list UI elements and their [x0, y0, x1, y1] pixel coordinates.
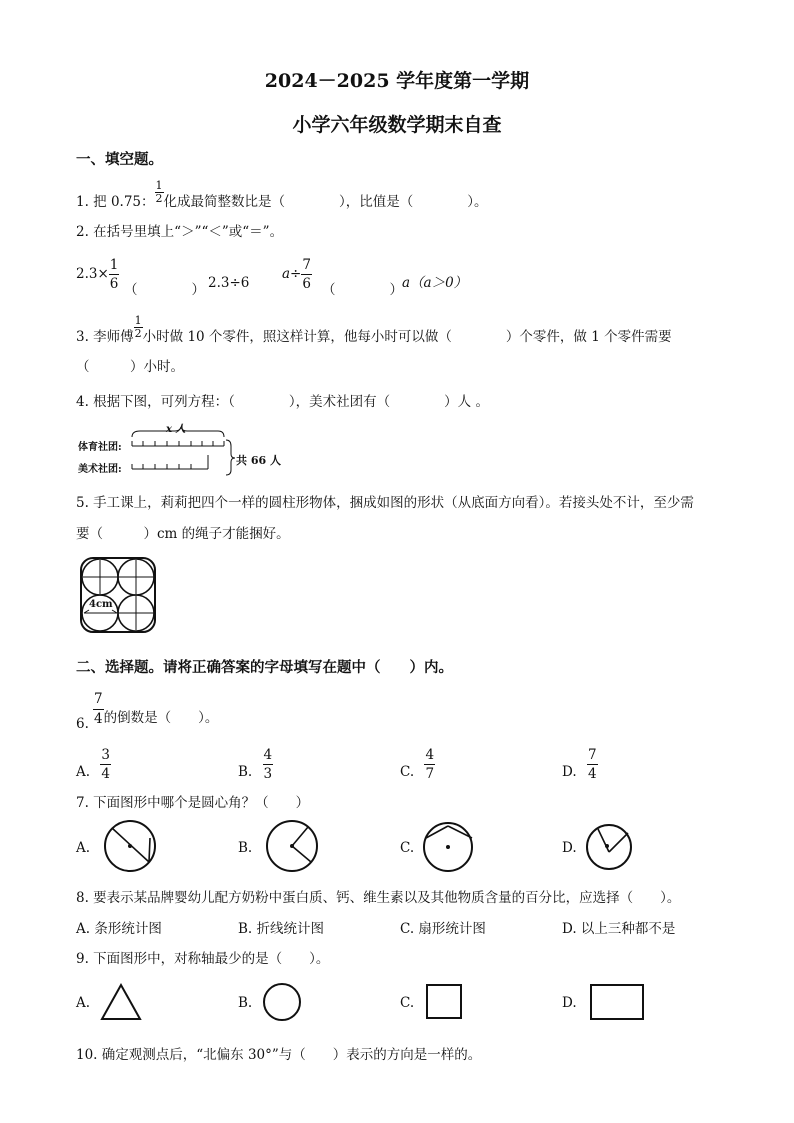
- q6-number: 6.: [76, 716, 89, 732]
- q2-e2-right: a（a＞0）: [402, 275, 468, 291]
- q7-option-b-letter[interactable]: B.: [238, 840, 253, 856]
- q8-option-c[interactable]: C. 扇形统计图: [400, 921, 486, 937]
- q3-line1: 小时做 10 个零件，照这样计算，他每小时可以做（ ）个零件，做 1 个零件需要: [142, 329, 672, 345]
- q7-option-c-letter[interactable]: C.: [400, 840, 415, 856]
- q1-prefix: 1. 把 0.75：: [76, 194, 155, 210]
- q3-fraction: $\frac{1}{2}$: [134, 314, 142, 340]
- q1-rest: 化成最简整数比是（ ），比值是（ ）。: [163, 194, 488, 210]
- q5-label-4cm: 4cm: [89, 599, 113, 610]
- q8-option-d[interactable]: D. 以上三种都不是: [562, 921, 676, 937]
- q6-option-a[interactable]: A. $\frac{3}{4}$: [76, 747, 110, 782]
- q2-e2-blank: （ ）: [322, 282, 403, 298]
- question-2: 2. 在括号里填上“＞”“＜”或“＝”。: [76, 224, 284, 240]
- q9-rectangle: [591, 985, 643, 1019]
- question-9: 9. 下面图形中，对称轴最少的是（ ）。: [76, 951, 330, 967]
- q2-e1-right: 2.3÷6: [208, 275, 250, 291]
- section-heading-choice: 二、选择题。请将正确答案的字母填写在题中（ ）内。: [76, 659, 453, 676]
- q6-fraction: $\frac{7}{4}$: [94, 691, 103, 727]
- q6-option-d[interactable]: D. $\frac{7}{4}$: [562, 747, 597, 782]
- q9-option-c-letter[interactable]: C.: [400, 995, 415, 1011]
- q6-rest: 的倒数是（ ）。: [103, 710, 219, 726]
- question-5-line-2: 要（ ）cm 的绳子才能捆好。: [76, 526, 290, 542]
- section-heading-fill-in: 一、填空题。: [76, 151, 163, 168]
- q4-label-sports: 体育社团:: [78, 442, 122, 453]
- q7-option-a-letter[interactable]: A.: [76, 840, 91, 856]
- question-8: 8. 要表示某品牌婴幼儿配方奶粉中蛋白质、钙、维生素以及其他物质含量的百分比，应选择（ ）。: [76, 890, 681, 906]
- q2-e1-left: 2.3×: [76, 266, 109, 282]
- q9-option-b-letter[interactable]: B.: [238, 995, 253, 1011]
- question-4: 4. 根据下图，可列方程：（ ），美术社团有（ ）人 。: [76, 394, 489, 410]
- q8-option-b[interactable]: B. 折线统计图: [238, 921, 325, 937]
- q9-circle: [264, 984, 300, 1020]
- q9-option-d-letter[interactable]: D.: [562, 995, 577, 1011]
- q4-label-x: x 人: [166, 424, 186, 435]
- question-3-line-2: （ ）小时。: [76, 359, 184, 375]
- q9-square: [427, 985, 461, 1018]
- question-5: 5. 手工课上，莉莉把四个一样的圆柱形物体，捆成如图的形状（从底面方向看）。若接头处不计，至少需: [76, 495, 694, 511]
- page-title: 2024－2025 学年度第一学期: [264, 70, 530, 92]
- q4-label-total: 共 66 人: [236, 454, 281, 467]
- question-10: 10. 确定观测点后，“北偏东 30°”与（ ）表示的方向是一样的。: [76, 1047, 482, 1063]
- q8-option-a[interactable]: A. 条形统计图: [76, 921, 162, 937]
- q2-e2-fraction: $\frac{7}{6}$: [302, 257, 311, 292]
- q3-prefix: 3. 李师傅: [76, 329, 134, 345]
- page-subtitle: 小学六年级数学期末自查: [292, 114, 502, 136]
- q2-e1-fraction: $\frac{1}{6}$: [109, 257, 119, 292]
- question-7: 7. 下面图形中哪个是圆心角？（ ）: [76, 795, 310, 811]
- q9-triangle: [102, 985, 140, 1019]
- q7-option-d-letter[interactable]: D.: [562, 840, 577, 856]
- q2-e2-left: a÷: [282, 266, 302, 282]
- q4-label-art: 美术社团:: [78, 464, 122, 475]
- q6-option-c[interactable]: C. $\frac{4}{7}$: [400, 747, 435, 782]
- q2-e1-blank: （ ）: [124, 282, 205, 298]
- q6-option-b[interactable]: B. $\frac{4}{3}$: [238, 747, 273, 782]
- q1-fraction: $\frac{1}{2}$: [155, 179, 163, 205]
- q9-option-a-letter[interactable]: A.: [76, 995, 91, 1011]
